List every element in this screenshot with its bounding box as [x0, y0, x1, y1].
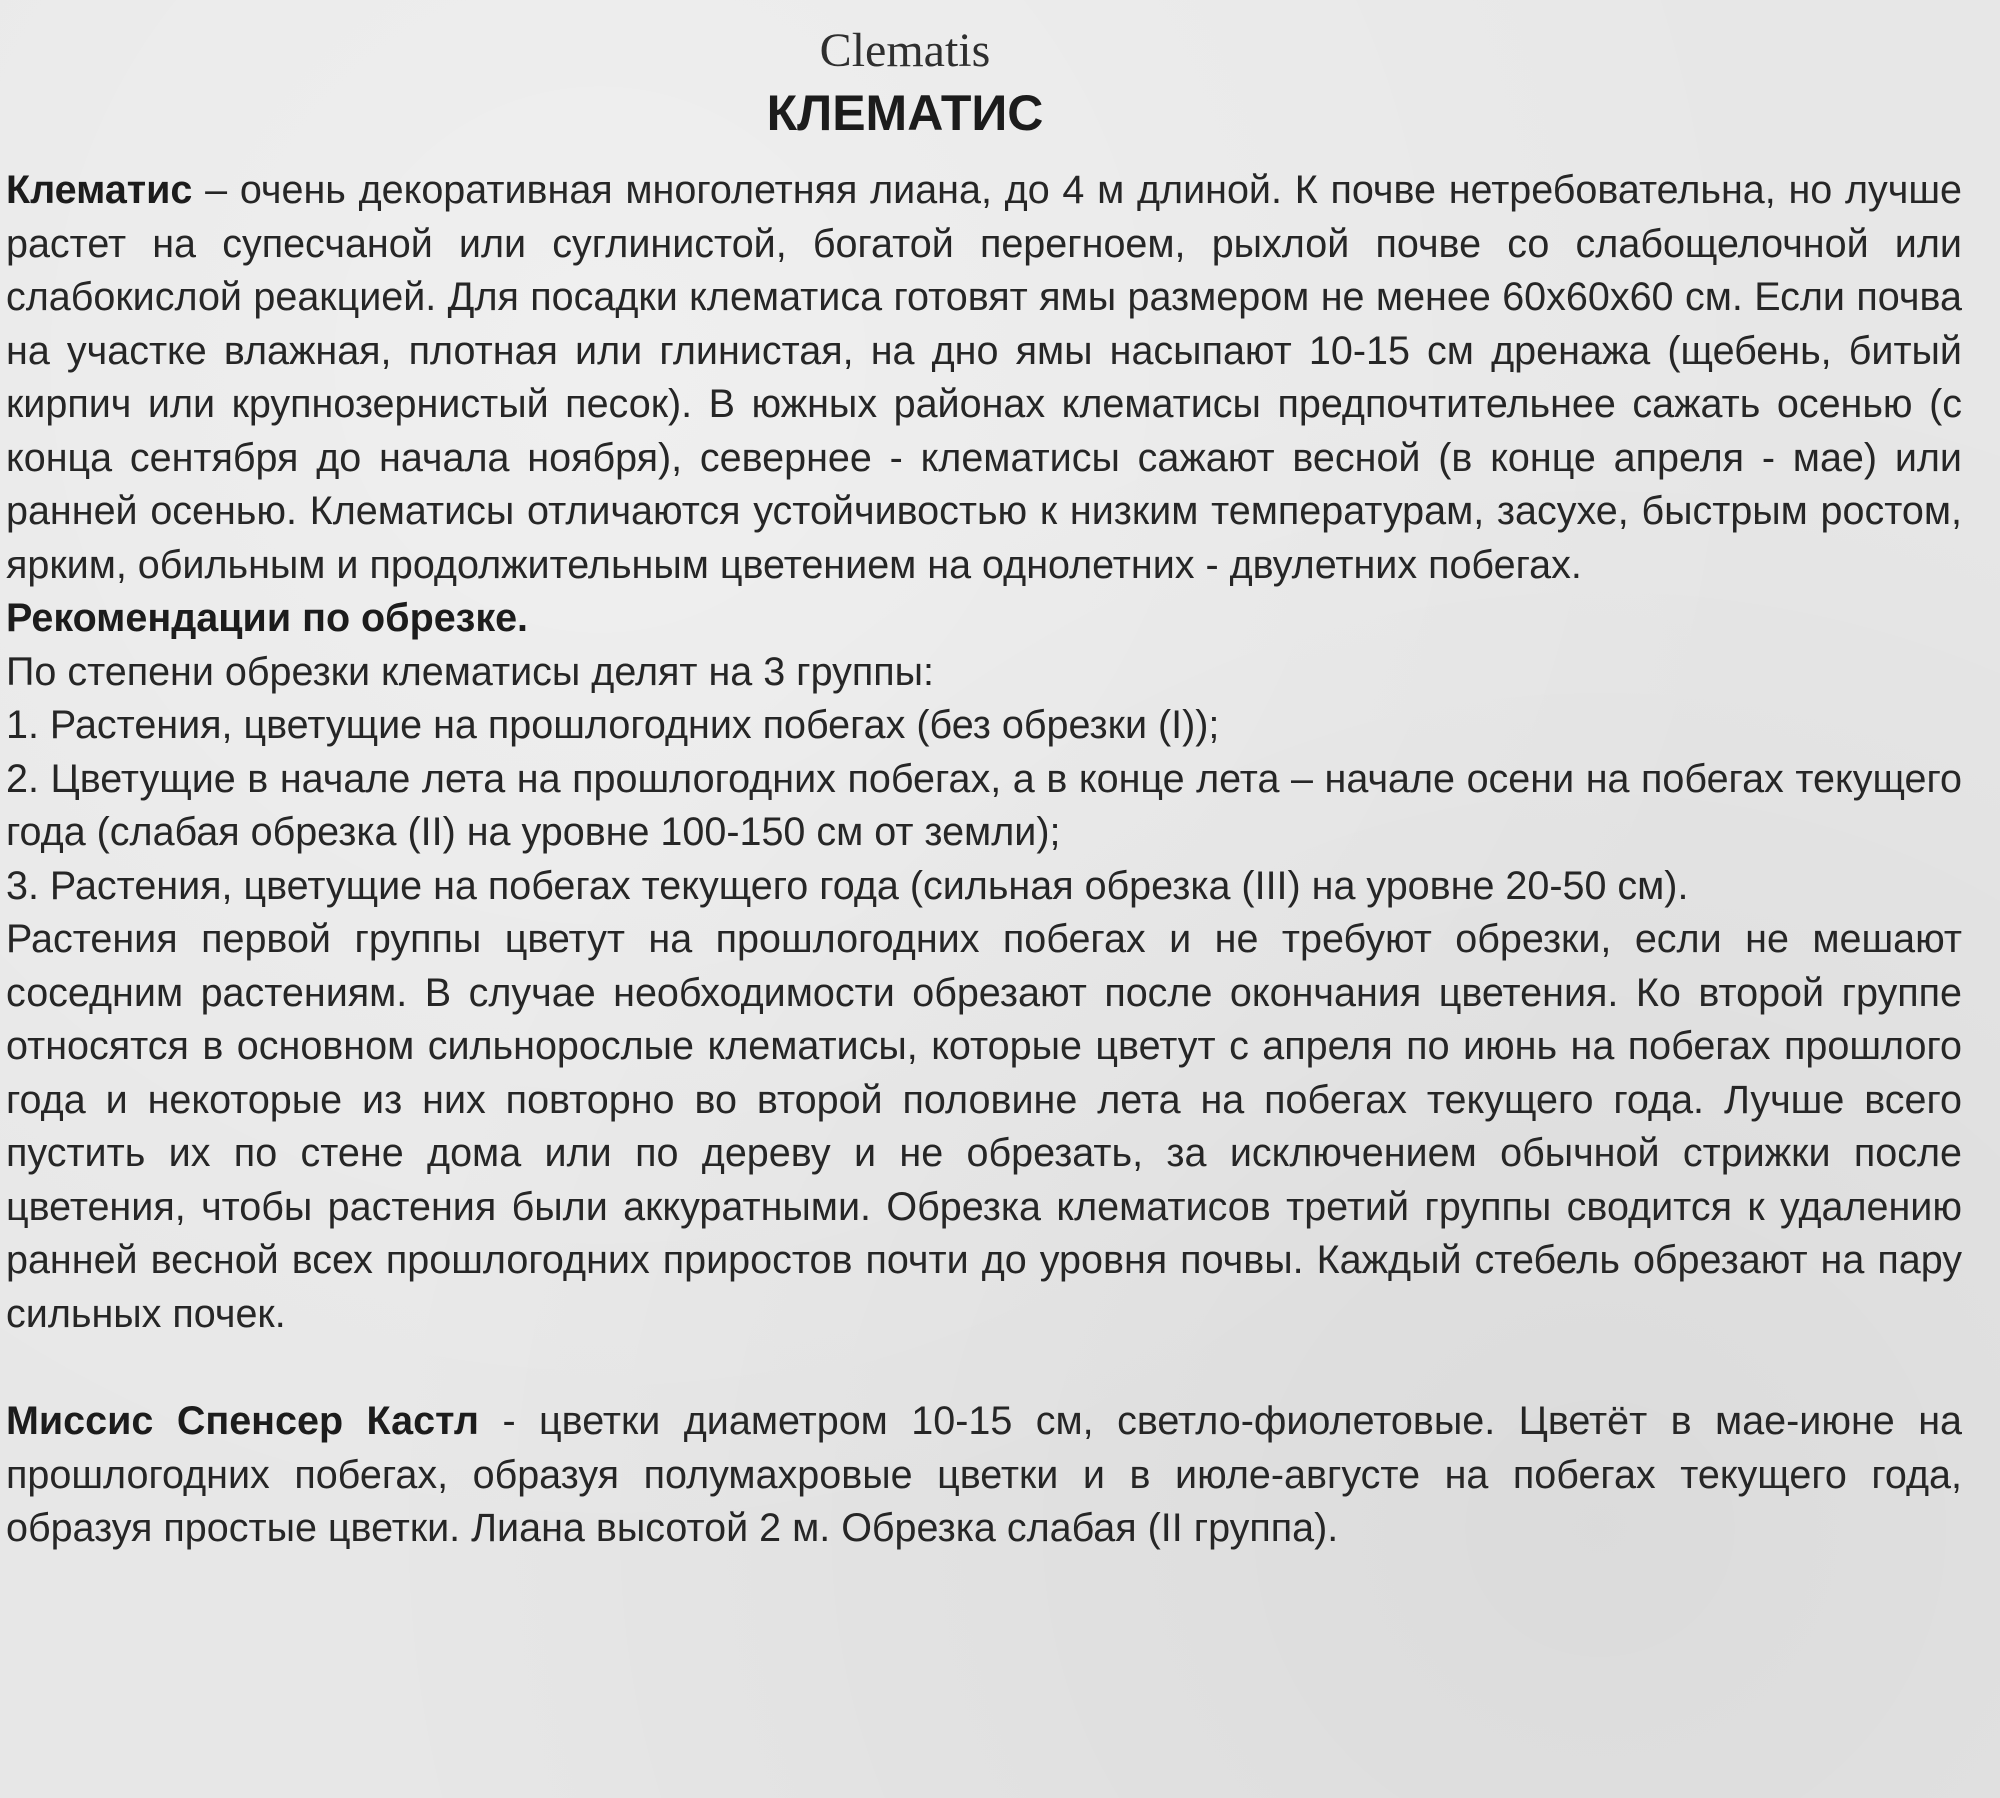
intro-text: – очень декоративная многолетняя лиана, до 4 м длиной. К почве нетребовательна, но лучше растет на супесчаной или суглинистой, богатой перегноем, рыхлой почве со слабощелочной или слабокислой реакцией. Для посадки клематиса готовят ямы размером не менее 60х60х60 см. Если почва на участке влажная, плотная или глинистая, на дно ямы насыпают 10-15 см дренажа (щебень, битый кирпич или крупнозернистый песок). В южных районах клематисы предпочтительнее сажать осенью (с конца сентября до начала ноября), севернее - клематисы сажают весной (в конце апреля - мае) или ранней осенью. Клематисы отличаются устойчивостью к низким температурам, засухе, быстрым ростом, ярким, обильным и продолжительным цветением на однолетних - двулетних побегах.	[6, 168, 1962, 587]
pruning-group-1: 1. Растения, цветущие на прошлогодних побегах (без обрезки (I));	[6, 703, 1220, 747]
description-body	[6, 164, 1962, 1556]
pruning-intro: По степени обрезки клематисы делят на 3 группы:	[6, 649, 934, 694]
section-divider-space	[6, 1341, 1962, 1395]
pruning-group-3: 3. Растения, цветущие на побегах текущего года (сильная обрезка (III) на уровне 20-50 см).	[6, 863, 1689, 908]
variety-text: - цветки диаметром 10-15 см, светло-фиолетовые. Цветёт в мае-июне на прошлогодних побегах, образуя полумахровые цветки и в июле-августе на побегах текущего года, образуя простые цветки. Лиана высотой 2 м. Обрезка слабая (II группа).	[6, 1399, 1963, 1550]
pruning-heading: Рекомендации по обрезке.	[6, 596, 529, 640]
page-title: КЛЕМАТИС	[766, 85, 1044, 141]
variety-name: Миссис Спенсер Кастл	[6, 1399, 479, 1443]
variety-paragraph	[6, 1395, 1962, 1556]
intro-term: Клематис	[6, 168, 193, 212]
pruning-details: Растения первой группы цветут на прошлогодних побегах и не требуют обрезки, если не мешают соседним растениям. В случае необходимости обрезают после окончания цветения. Ко второй группе относятся в основном сильнорослые клематисы, которые цветут с апреля по июнь на побегах прошлого года и некоторые из них повторно во второй половине лета на побегах текущего года. Лучше всего пустить их по стене дома или по дереву и не обрезать, за исключением обычной стрижки после цветения, чтобы растения были аккуратными. Обрезка клематисов третий группы сводится к удалению ранней весной всех прошлогодних приростов почти до уровня почвы. Каждый стебель обрезают на пару сильных почек.	[6, 917, 1962, 1336]
intro-paragraph	[6, 164, 1962, 592]
latin-title: Clematis	[819, 24, 991, 77]
pruning-group-2: 2. Цветущие в начале лета на прошлогодних побегах, а в конце лета – начале осени на побегах текущего года (слабая обрезка (II) на уровне 100-150 см от земли);	[6, 756, 1962, 854]
